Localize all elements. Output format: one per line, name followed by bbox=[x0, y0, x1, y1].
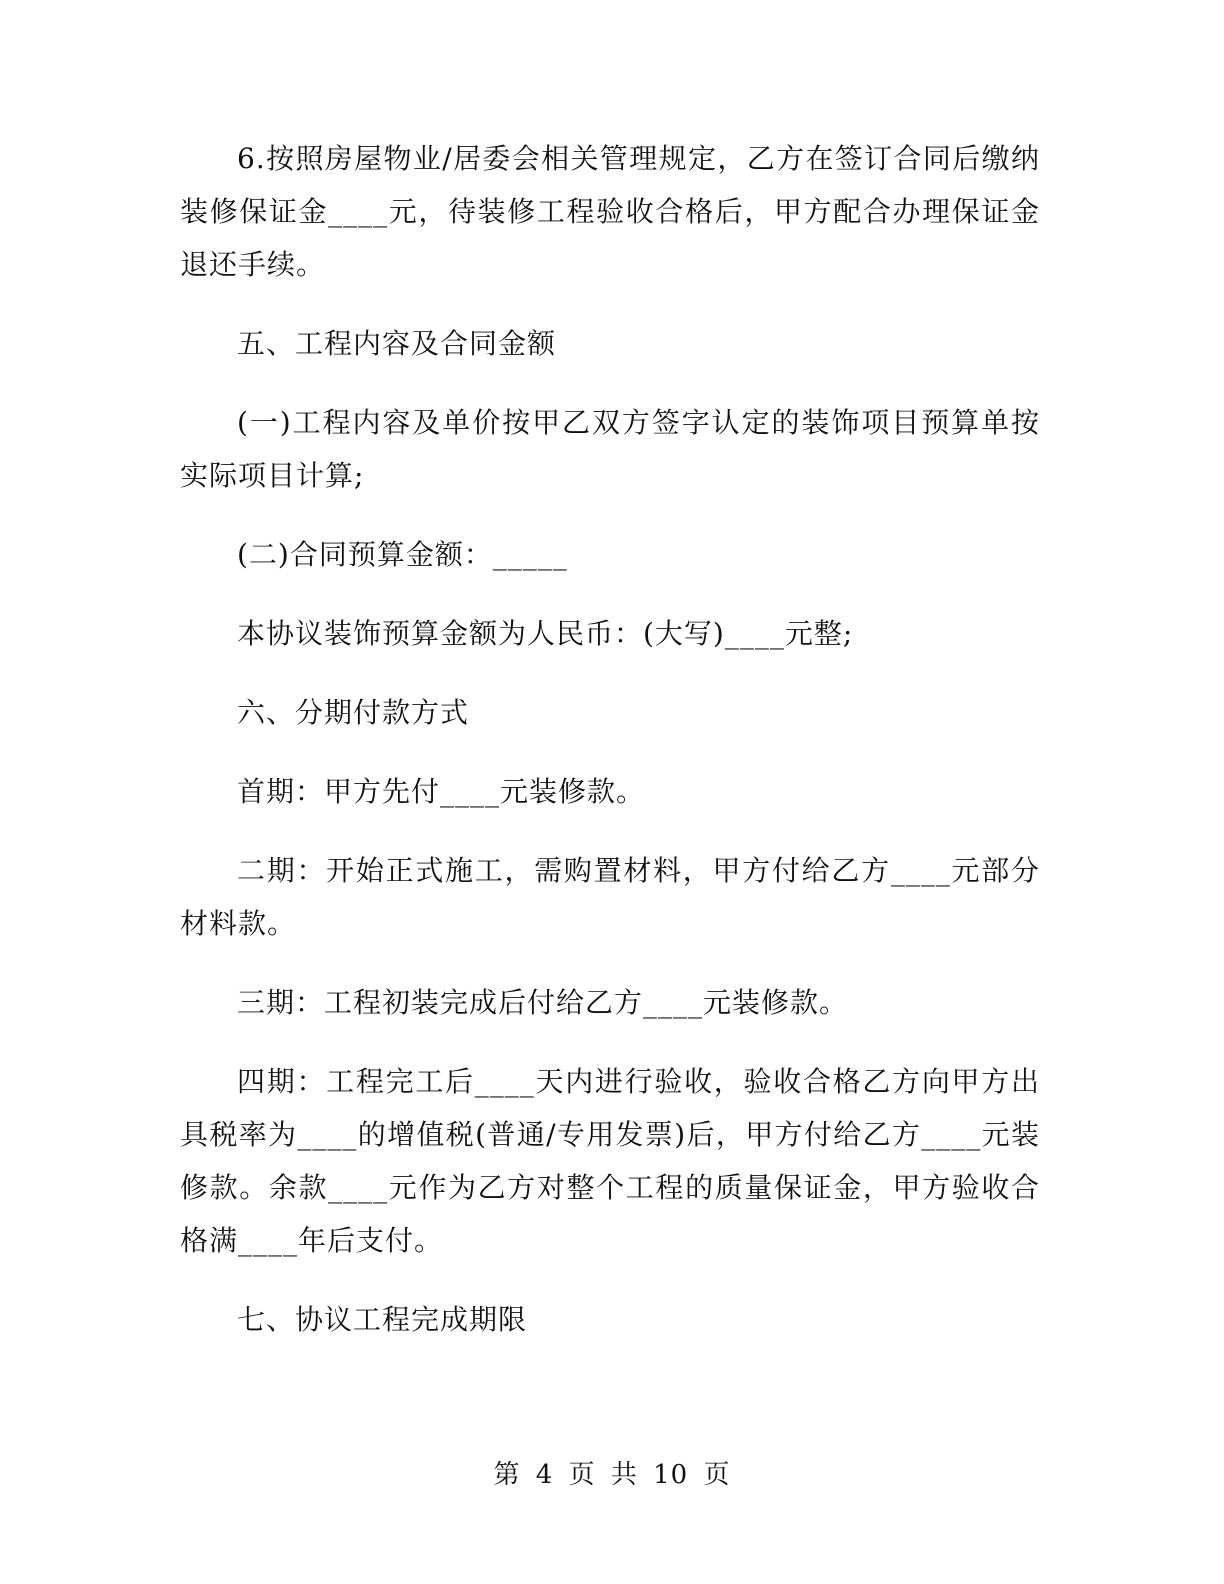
section-7-heading: 七、协议工程完成期限 bbox=[237, 1303, 528, 1336]
payment-phase-3: 三期：工程初装完成后付给乙方____元装修款。 bbox=[237, 986, 849, 1019]
clause-5-3-budget-rmb: 本协议装饰预算金额为人民币：(大写)____元整; bbox=[237, 617, 854, 650]
section-6-heading: 六、分期付款方式 bbox=[237, 696, 470, 729]
payment-phase-2: 二期：开始正式施工，需购置材料，甲方付给乙方____元部分材料款。 bbox=[180, 854, 1040, 940]
clause-6-deposit: 6.按照房屋物业/居委会相关管理规定，乙方在签订合同后缴纳装修保证金____元，待装修工程验收合格后，甲方配合办理保证金退还手续。 bbox=[180, 142, 1040, 281]
section-5-heading: 五、工程内容及合同金额 bbox=[237, 327, 557, 360]
page-number-footer: 第 4 页 共 10 页 bbox=[493, 1460, 731, 1490]
clause-5-1-content-pricing: (一)工程内容及单价按甲乙双方签字认定的装饰项目预算单按实际项目计算; bbox=[180, 406, 1040, 492]
payment-phase-1: 首期：甲方先付____元装修款。 bbox=[237, 775, 646, 808]
document-body bbox=[180, 132, 1040, 1372]
payment-phase-4: 四期：工程完工后____天内进行验收，验收合格乙方向甲方出具税率为____的增值税(普通/专用发票)后，甲方付给乙方____元装修款。余款____元作为乙方对整个工程的质量保证金，甲方验收合格满____年后支付。 bbox=[180, 1065, 1040, 1257]
clause-5-2-budget-amount: (二)合同预算金额：_____ bbox=[237, 538, 568, 571]
